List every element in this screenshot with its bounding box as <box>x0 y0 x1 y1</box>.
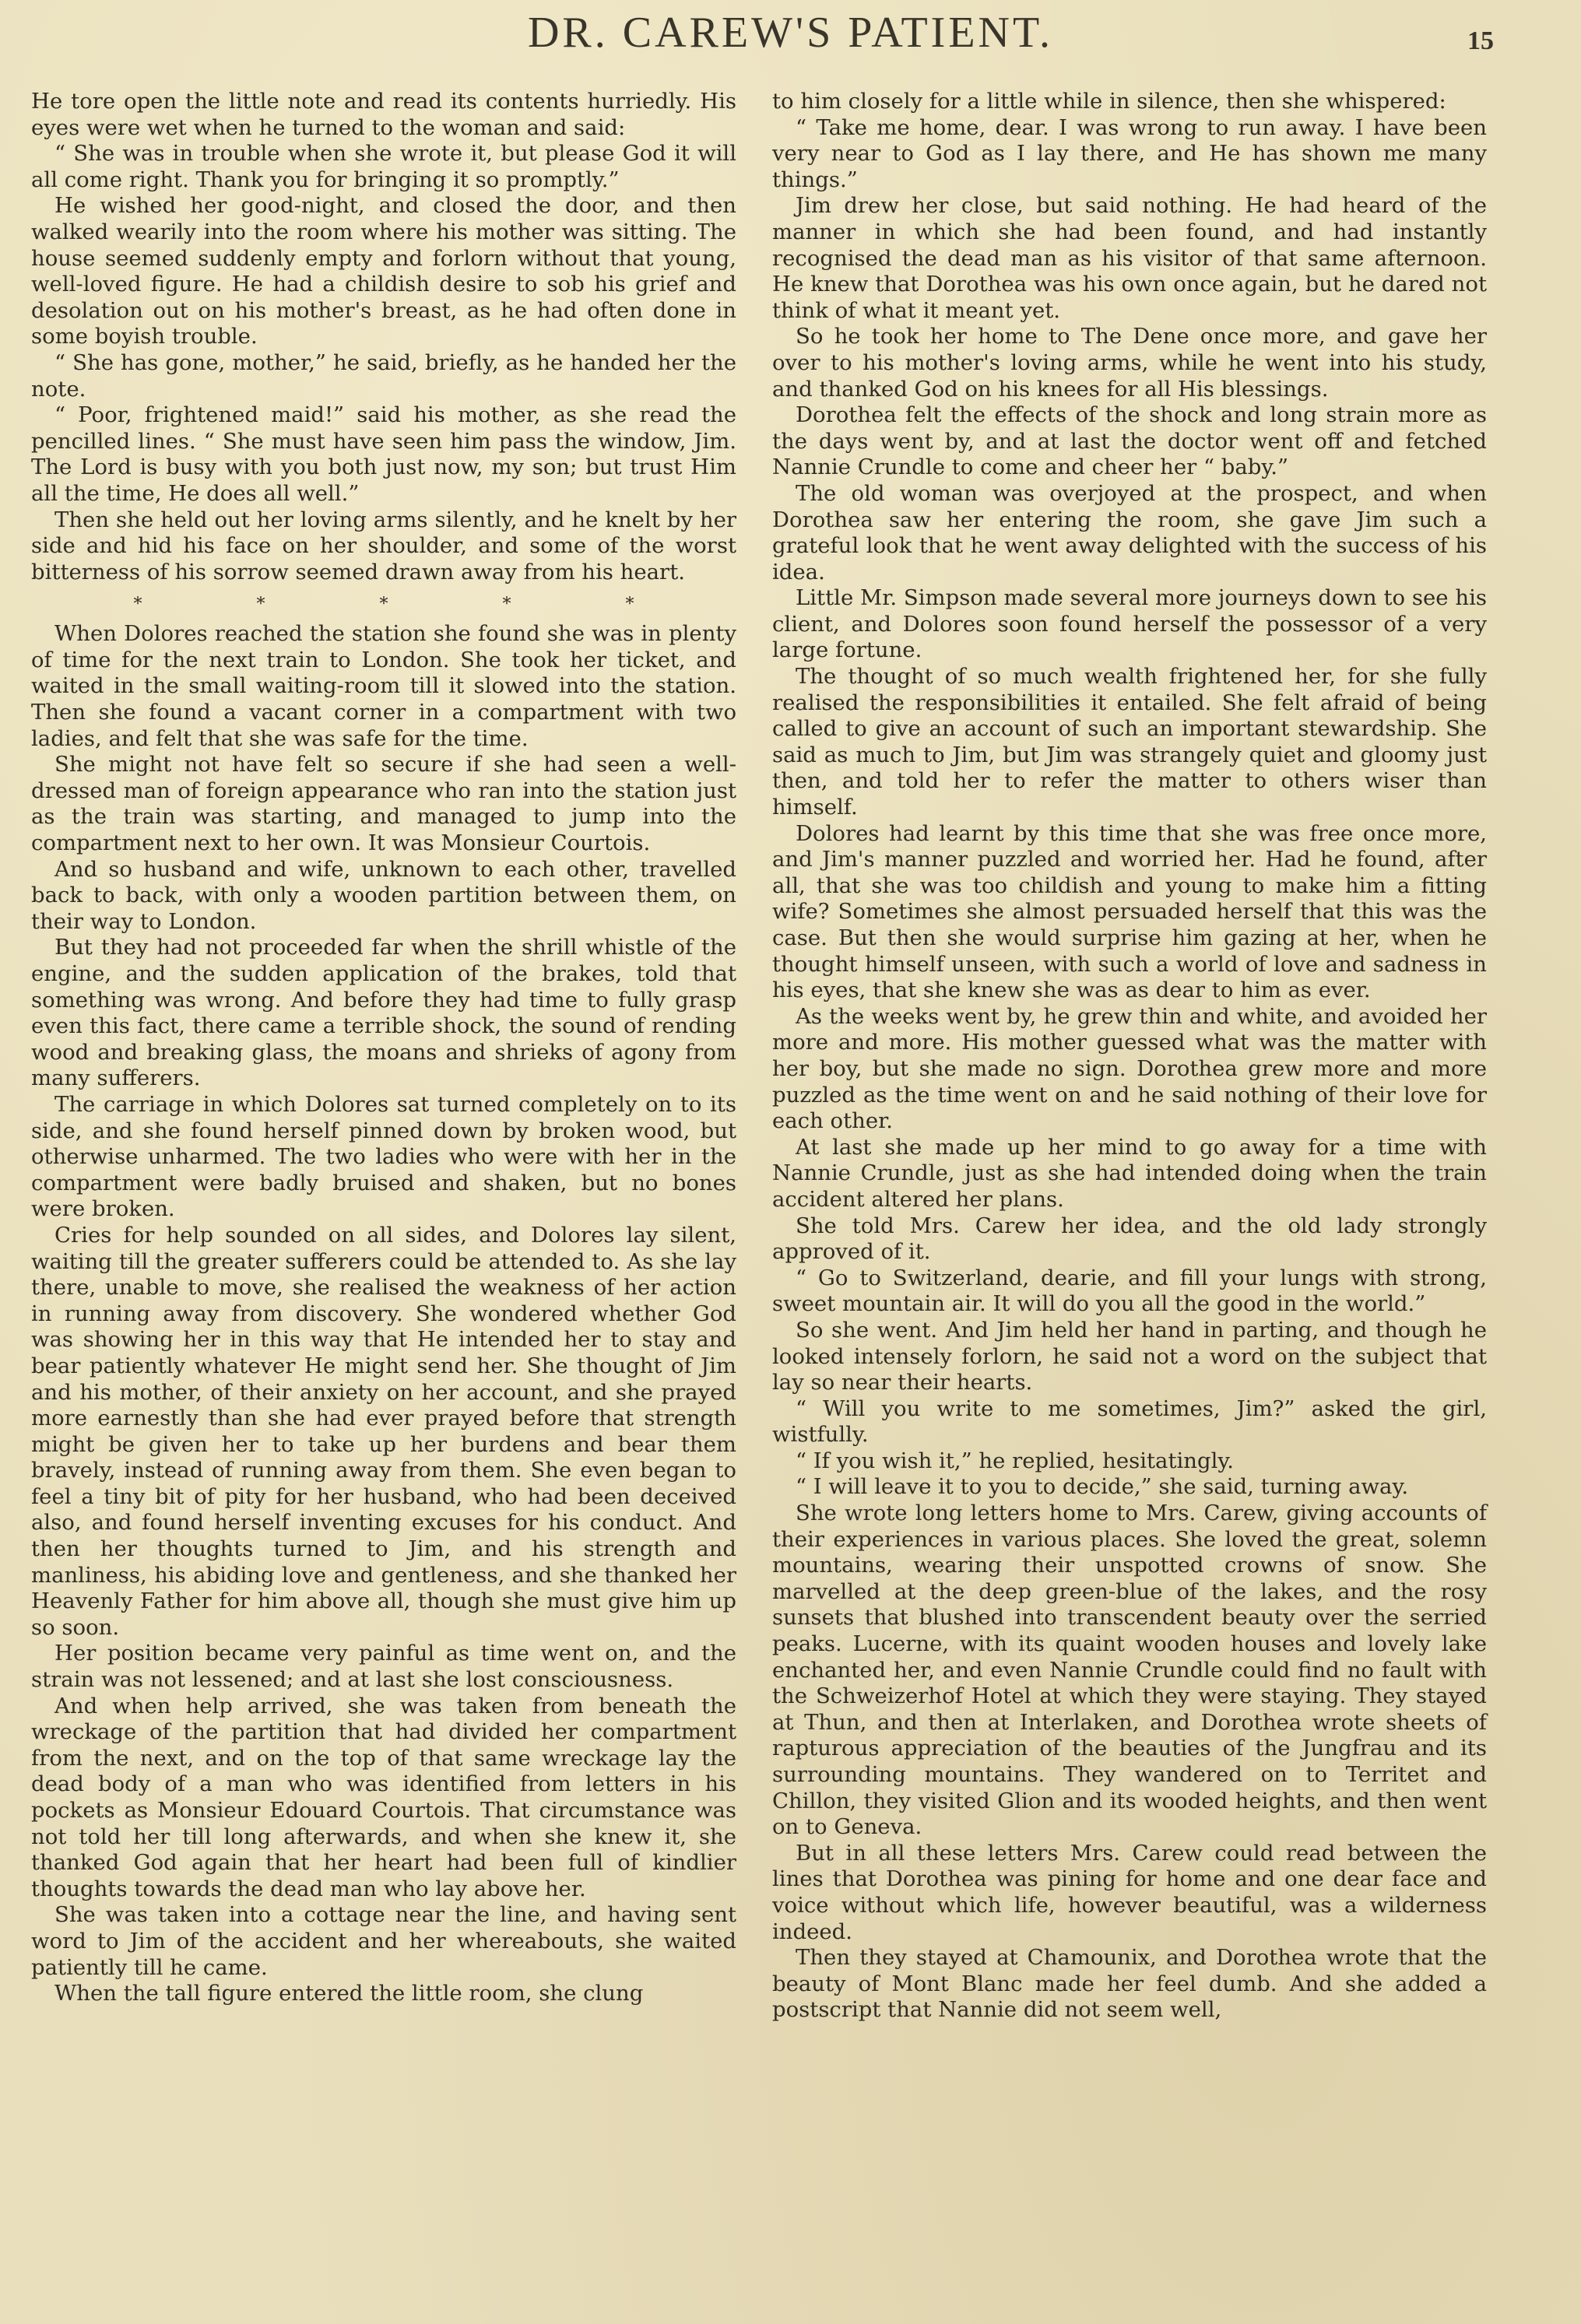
paragraph: Then they stayed at Chamounix, and Dorothea wrote that the beauty of Mont Blanc made her feel dumb. And she added a postscript that Nannie did not seem well, <box>772 1945 1487 2023</box>
paragraph: So she went. And Jim held her hand in parting, and though he looked intensely forlorn, he said not a word on the subject that lay so near their hearts. <box>772 1317 1487 1395</box>
paragraph: Jim drew her close, but said nothing. He had heard of the manner in which she had been found, and had instantly recognised the dead man as his visitor of that same afternoon. He knew that Dorothea was his own once again, but he dared not think of what it meant yet. <box>772 193 1487 323</box>
paragraph: When the tall figure entered the little room, she clung <box>54 1981 644 2006</box>
paragraph: “ If you wish it,” he replied, hesitatingly. <box>796 1448 1235 1473</box>
paragraph: “ Will you write to me sometimes, Jim?” asked the girl, wistfully. <box>772 1395 1487 1448</box>
paragraph: But in all these letters Mrs. Carew could read between the lines that Dorothea was pining for home and one dear face and voice without which life, however beautiful, was a wilderness indeed. <box>772 1840 1487 1944</box>
paragraph: “ I will leave it to you to decide,” she said, turning away. <box>796 1474 1409 1500</box>
paragraph: She might not have felt so secure if she had seen a well-dressed man of foreign appearance who ran into the station just as the train was starting, and managed to jump into the compartment next to her own. It was Monsieur Courtois. <box>31 752 736 856</box>
paragraph: The carriage in which Dolores sat turned completely on to its side, and she found herself pinned down by broken wood, but otherwise unharmed. The two ladies who were with her in the compartment were badly bruised and shaken, but no bones were broken. <box>31 1091 736 1222</box>
paragraph: And when help arrived, she was taken from beneath the wreckage of the partition that had divided her compartment from the next, and on the top of that same wreckage lay the dead body of a man who was identified from letters in his pockets as Monsieur Edouard Courtois. That circumstance was not told her till long afterwards, and when she knew it, she thanked God again that her heart had been full of kindlier thoughts towards the dead man who lay above her. <box>31 1693 736 1901</box>
paragraph: He tore open the little note and read its contents hurriedly. His eyes were wet when he turned to the woman and said: <box>31 89 736 140</box>
paragraph: to him closely for a little while in silence, then she whispered: <box>772 89 1446 114</box>
paragraph: Her position became very painful as time went on, and the strain was not lessened; and at last she lost consciousness. <box>31 1641 736 1693</box>
paragraph: So he took her home to The Dene once more, and gave her over to his mother's loving arms, while he went into his study, and thanked God on his knees for all His blessings. <box>772 324 1487 402</box>
paragraph: At last she made up her mind to go away for a time with Nannie Crundle, just as she had intended doing when the train accident altered her plans. <box>772 1134 1487 1212</box>
paragraph: But they had not proceeded far when the shrill whistle of the engine, and the sudden application of the brakes, told that something was wrong. And before they had time to fully grasp even this fact, there came a terrible shock, the sound of rending wood and breaking glass, the moans and shrieks of agony from many sufferers. <box>31 935 736 1091</box>
paragraph: “ She has gone, mother,” he said, briefly, as he handed her the note. <box>31 349 736 402</box>
paragraph: As the weeks went by, he grew thin and white, and avoided her more and more. His mother guessed what was the matter with her boy, but she made no sign. Dorothea grew more and more puzzled as the time went on and he said nothing of their love for each other. <box>772 1003 1487 1134</box>
right-column <box>772 89 1487 2024</box>
paragraph: The thought of so much wealth frightened her, for she fully realised the responsibilities it entailed. She felt afraid of being called to give an account of such an important stewardship. She said as much to Jim, but Jim was strangely quiet and gloomy just then, and told her to refer the matter to others wiser than himself. <box>772 664 1487 820</box>
paragraph: “ Go to Switzerland, dearie, and fill your lungs with strong, sweet mountain air. It will do you all the good in the world.” <box>772 1265 1487 1317</box>
paragraph: Then she held out her loving arms silently, and he knelt by her side and hid his face on her shoulder, and some of the worst bitterness of his sorrow seemed drawn away from his heart. <box>31 507 736 585</box>
running-header <box>0 8 1581 62</box>
paragraph: Dorothea felt the effects of the shock and long strain more as the days went by, and at last the doctor went off and fetched Nannie Crundle to come and cheer her “ baby.” <box>772 402 1487 480</box>
paragraph: “ She was in trouble when she wrote it, but please God it will all come right. Thank you for bringing it so promptly.” <box>31 141 736 192</box>
page-number: 15 <box>1467 26 1494 55</box>
running-title: DR. CAREW'S PATIENT. <box>527 9 1054 57</box>
section-divider: * * * * * <box>133 595 689 615</box>
paragraph: “ Poor, frightened maid!” said his mother, as she read the pencilled lines. “ She must have seen him pass the window, Jim. The Lord is busy with you both just now, my son; but trust Him all the time, He does all well.” <box>31 402 736 506</box>
paragraph: She was taken into a cottage near the line, and having sent word to Jim of the accident and her whereabouts, she waited patiently till he came. <box>31 1902 736 1980</box>
paragraph: He wished her good-night, and closed the door, and then walked wearily into the room where his mother was sitting. The house seemed suddenly empty and forlorn without that young, well-loved figure. He had a childish desire to sob his grief and desolation out on his mother's breast, as he had often done in some boyish trouble. <box>31 193 736 349</box>
paragraph: Little Mr. Simpson made several more journeys down to see his client, and Dolores soon found herself the possessor of a very large fortune. <box>772 585 1487 663</box>
left-column <box>31 89 736 2007</box>
paragraph: And so husband and wife, unknown to each other, travelled back to back, with only a wooden partition between them, on their way to London. <box>31 856 736 934</box>
paragraph: Cries for help sounded on all sides, and Dolores lay silent, waiting till the greater sufferers could be attended to. As she lay there, unable to move, she realised the weakness of her action in running away from discovery. She wondered whether God was showing her in this way that He intended her to stay and bear patiently whatever He might send her. She thought of Jim and his mother, of their anxiety on her account, and she prayed more earnestly than she had ever prayed before that strength might be given her to take up her burdens and bear them bravely, instead of running away from them. She even began to feel a tiny bit of pity for her husband, who had been deceived also, and found herself inventing excuses for his conduct. And then her thoughts turned to Jim, and his strength and manliness, his abiding love and gentleness, and she thanked her Heavenly Father for him above all, though she must give him up so soon. <box>31 1222 736 1640</box>
paragraph: She told Mrs. Carew her idea, and the old lady strongly approved of it. <box>772 1213 1487 1265</box>
paragraph: Dolores had learnt by this time that she was free once more, and Jim's manner puzzled and worried her. Had he found, after all, that she was too childish and young to make him a fitting wife? Sometimes she almost persuaded herself that this was the case. But then she would surprise him gazing at her, when he thought himself unseen, with such a world of love and sadness in his eyes, that she knew she was as dear to him as ever. <box>772 820 1487 1003</box>
paragraph: She wrote long letters home to Mrs. Carew, giving accounts of their experiences in various places. She loved the great, solemn mountains, wearing their unspotted crowns of snow. She marvelled at the deep green-blue of the lakes, and the rosy sunsets that blushed into transcendent beauty over the serried peaks. Lucerne, with its quaint wooden houses and lovely lake enchanted her, and even Nannie Crundle could find no fault with the Schweizerhof Hotel at which they were staying. They stayed at Thun, and then at Interlaken, and Dorothea wrote sheets of rapturous appreciation of the beauties of the Jungfrau and its surrounding mountains. They wandered on to Territet and Chillon, they visited Glion and its wooded heights, and then went on to Geneva. <box>772 1501 1487 1840</box>
paragraph: When Dolores reached the station she found she was in plenty of time for the next train to London. She took her ticket, and waited in the small waiting-room till it slowed into the station. Then she found a vacant corner in a compartment with two ladies, and felt that she was safe for the time. <box>31 621 736 751</box>
paragraph: “ Take me home, dear. I was wrong to run away. I have been very near to God as I lay there, and He has shown me many things.” <box>772 114 1487 192</box>
paragraph: The old woman was overjoyed at the prospect, and when Dorothea saw her entering the room, she gave Jim such a grateful look that he went away delighted with the success of his idea. <box>772 480 1487 585</box>
